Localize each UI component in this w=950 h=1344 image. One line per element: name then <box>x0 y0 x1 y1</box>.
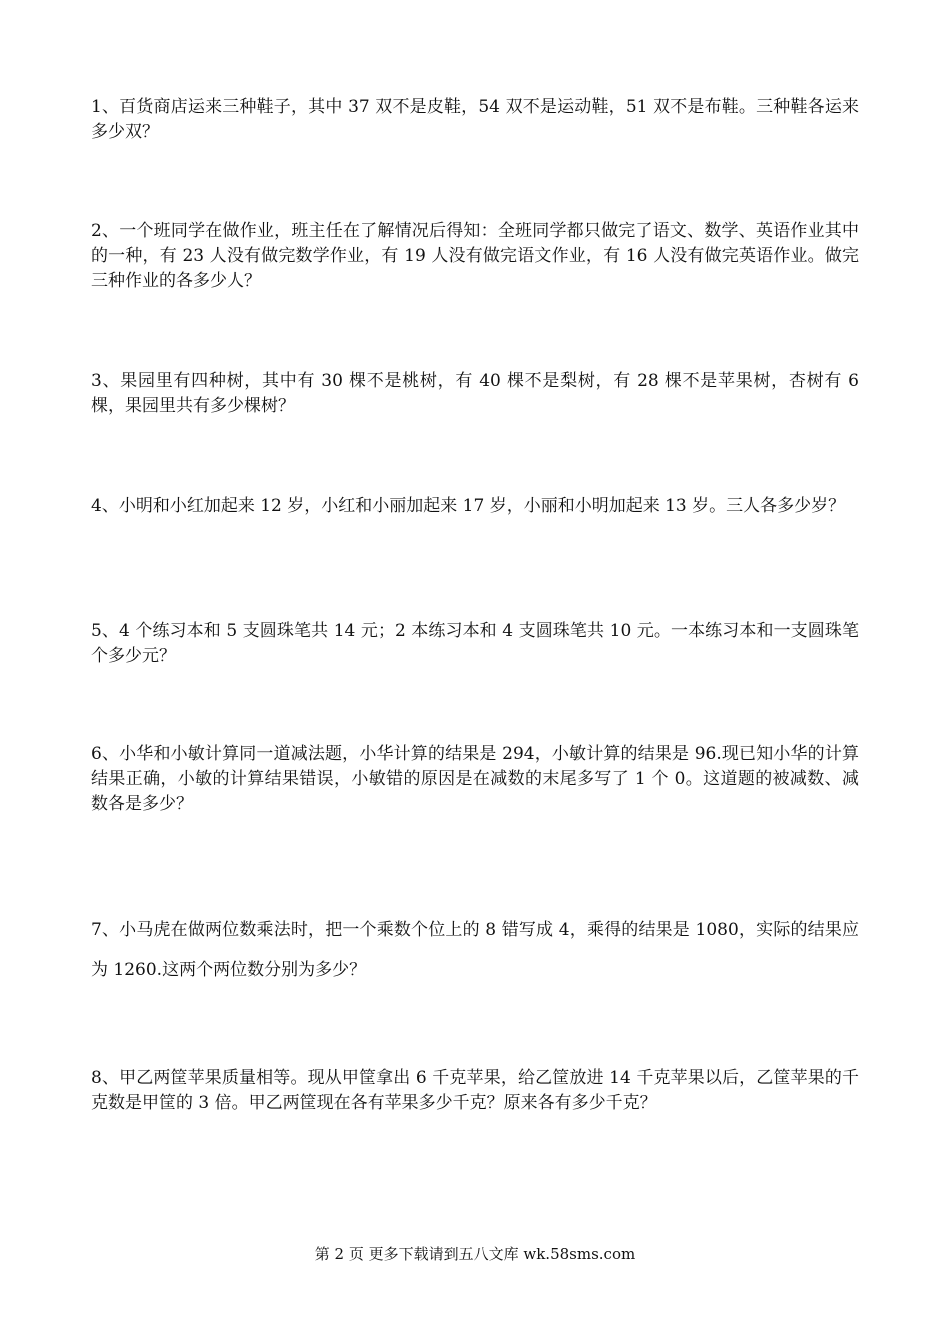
question-2: 2、一个班同学在做作业，班主任在了解情况后得知：全班同学都只做完了语文、数学、英语作业其中的一种，有 23 人没有做完数学作业，有 19 人没有做完语文作业，有 16 人没有做完英语作业。做完三种作业的各多少人？ <box>91 221 859 291</box>
page-footer: 第 2 页 更多下载请到五八文库 wk.58sms.com <box>314 1245 636 1263</box>
question-8: 8、甲乙两筐苹果质量相等。现从甲筐拿出 6 千克苹果，给乙筐放进 14 千克苹果以后，乙筐苹果的千克数是甲筐的 3 倍。甲乙两筐现在各有苹果多少千克？原来各有多少千克？ <box>91 1068 859 1113</box>
question-1: 1、百货商店运来三种鞋子，其中 37 双不是皮鞋，54 双不是运动鞋，51 双不是布鞋。三种鞋各运来多少双？ <box>91 97 859 142</box>
question-5: 5、4 个练习本和 5 支圆珠笔共 14 元；2 本练习本和 4 支圆珠笔共 10 元。一本练习本和一支圆珠笔个多少元？ <box>91 621 859 666</box>
question-4: 4、小明和小红加起来 12 岁，小红和小丽加起来 17 岁，小丽和小明加起来 13 岁。三人各多少岁？ <box>91 496 846 516</box>
question-3: 3、果园里有四种树，其中有 30 棵不是桃树，有 40 棵不是梨树，有 28 棵不是苹果树，杏树有 6 棵，果园里共有多少棵树？ <box>91 371 859 416</box>
question-7: 7、小马虎在做两位数乘法时，把一个乘数个位上的 8 错写成 4，乘得的结果是 1080，实际的结果应为 1260.这两个两位数分别为多少？ <box>91 920 859 980</box>
question-6: 6、小华和小敏计算同一道减法题，小华计算的结果是 294，小敏计算的结果是 96.现已知小华的计算结果正确，小敏的计算结果错误，小敏错的原因是在减数的末尾多写了 1 个 0。这道题的被减数、减数各是多少？ <box>91 744 859 814</box>
